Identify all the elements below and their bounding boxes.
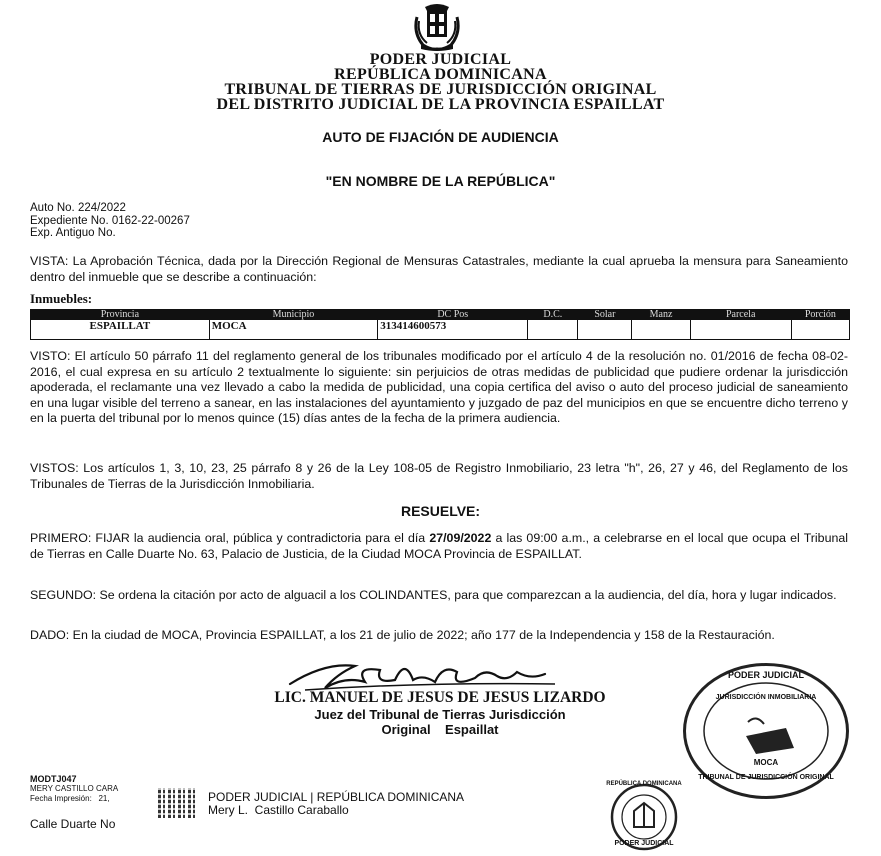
header-line-1: PODER JUDICIAL [369,51,512,68]
seal-ring-bottom: PODER JUDICIAL [614,840,674,847]
judge-role-1: Juez del Tribunal de Tierras Jurisdicción [314,707,566,722]
references [30,202,190,240]
header-line-4: DEL DISTRITO JUDICIAL DE LA PROVINCIA ESPAILLAT [216,96,665,113]
table-header: Porción [791,310,849,320]
table-cell [791,320,849,340]
signature-icon [285,654,565,694]
expediente-number: Expediente No. 0162-22-00267 [30,214,190,227]
document-title: AUTO DE FIJACIÓN DE AUDIENCIA [322,129,559,145]
seal-ring-top: REPÚBLICA DOMINICANA [606,781,682,787]
table-row [31,320,850,340]
table-header: Solar [578,310,632,320]
table-header-row [31,310,850,320]
vista-paragraph: VISTA: La Aprobación Técnica, dada por la Dirección Regional de Mensuras Catastrales, mediante la cual aprueba la mensura para Saneamiento dentro del inmueble que se describe a continuación: [30,254,848,284]
document-subtitle: "EN NOMBRE DE LA REPÚBLICA" [325,173,556,189]
table-header: Parcela [690,310,791,320]
footer-clerk: Mery L. Castillo Caraballo [208,803,349,817]
visto-paragraph: VISTO: El artículo 50 párrafo 11 del reglamento general de los tribunales modificado por el artículo 4 de la resolución no. 01/2016 de fecha 08-02-2016, el cual expresa en su artículo 2 textualmente lo siguiente: sin perjuicios de otras medidas de publicidad que pudiere ordenar la jurisdicción apoderada, el reclamante una vez llevado a cabo la medida de publicidad, una copia certifica del aviso o auto del proceso judicial de saneamiento en una lugar visible del terreno a sanear, en las instalaciones del ayuntamiento y juzgado de paz del municipios en que se encuentre dicho terreno y en la puerta del tribunal por lo menos quince (15) días antes de la fecha de la primera audiencia. [30,349,848,425]
inmuebles-table [30,309,850,340]
auto-number: Auto No. 224/2022 [30,202,126,214]
header-line-3: TRIBUNAL DE TIERRAS DE JURISDICCIÓN ORIGINAL [224,81,657,98]
table-cell: 313414600573 [378,320,528,340]
footer-fecha: Fecha Impresión: 21, [30,794,110,803]
table-header: DC Pos [378,310,528,320]
seal-icon [683,663,849,799]
qr-code-icon [158,788,198,818]
footer-institution: PODER JUDICIAL | REPÚBLICA DOMINICANA [208,790,465,804]
footer-user: MERY CASTILLO CARA [30,784,119,793]
seal-icon [598,777,690,851]
header-line-2: REPÚBLICA DOMINICANA [334,66,547,83]
table-cell [690,320,791,340]
judge-role-2: Original Espaillat [381,722,499,737]
seal-top-text: PODER JUDICIAL [727,670,804,680]
table-cell [632,320,690,340]
table-cell: MOCA [209,320,377,340]
dado-paragraph: DADO: En la ciudad de MOCA, Provincia ESPAILLAT, a los 21 de julio de 2022; año 177 de la Independencia y 158 de la Restauración. [30,628,775,642]
inmuebles-label: Inmuebles: [30,291,93,306]
footer-street: Calle Duarte No [30,817,116,831]
primero-paragraph [30,531,848,562]
judge-name: LIC. MANUEL DE JESUS DE JESUS LIZARDO [274,689,606,706]
table-cell [528,320,578,340]
resuelve-heading: RESUELVE: [400,503,481,519]
segundo-paragraph: SEGUNDO: Se ordena la citación por acto de alguacil a los COLINDANTES, para que comparezcan a la audiencia, del día, hora y lugar indicados. [30,588,837,602]
seal-ring-text: TRIBUNAL DE JURISDICCIÓN ORIGINAL [698,774,834,781]
table-header: Provincia [31,310,210,320]
vistos-paragraph: VISTOS: Los artículos 1, 3, 10, 23, 25 párrafo 8 y 26 de la Ley 108-05 de Registro Inmobiliario, 23 letra "h", 26, 27 y 46, del Reglamento de los Tribunales de Tierras de la Jurisdicción Inmobiliaria. [30,461,848,491]
seal-ring-text-2: JURISDICCIÓN INMOBILIARIA [715,694,817,701]
table-header: D.C. [528,310,578,320]
table-header: Municipio [209,310,377,320]
primero-post: a las 09:00 a.m., a celebrarse en el local que ocupa el Tribunal de Tierras en Calle Duarte No. 63, Palacio de Justicia, de la Ciudad MOCA Provincia de ESPAILLAT. [30,531,848,561]
table-cell [578,320,632,340]
primero-date: 27/09/2022 [429,531,492,545]
footer-code: MODTJ047 [30,774,77,784]
table-header: Manz [632,310,690,320]
primero-pre: PRIMERO: FIJAR la audiencia oral, pública y contradictoria para el día [30,531,430,545]
footer-meta [30,774,118,804]
coat-of-arms-icon [409,3,465,51]
seal-center-text: MOCA [753,758,779,767]
expediente-antiguo: Exp. Antiguo No. [30,227,116,239]
table-cell: ESPAILLAT [31,320,210,340]
